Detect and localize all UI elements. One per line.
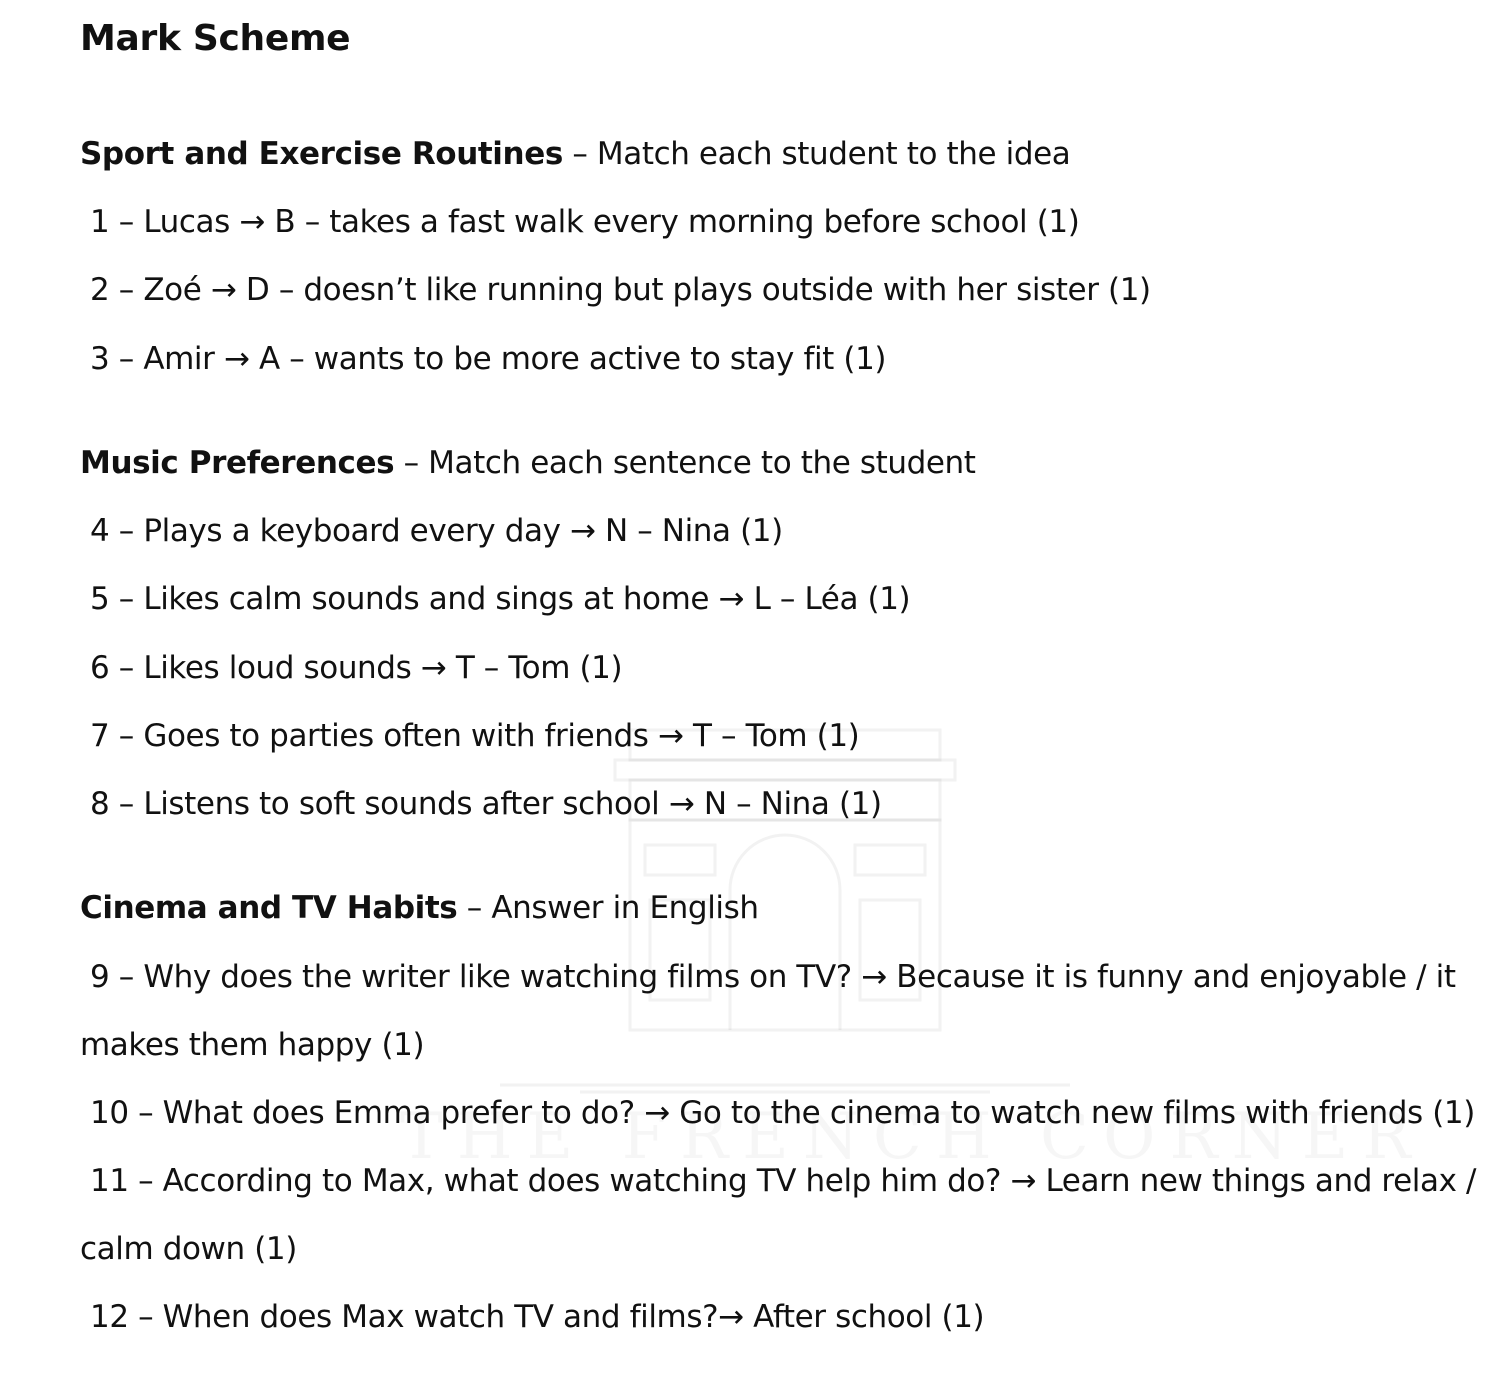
answer-item-3: 3 – Amir → A – wants to be more active to stay fit (1) <box>90 341 887 377</box>
page-title: Mark Scheme <box>80 18 351 59</box>
answer-item-11-continued: calm down (1) <box>80 1231 297 1267</box>
section-heading-sport <box>80 134 1070 174</box>
answer-item-10: 10 – What does Emma prefer to do? → Go to the cinema to watch new films with friends (1) <box>90 1095 1475 1131</box>
answer-item-7: 7 – Goes to parties often with friends → T – Tom (1) <box>90 718 860 754</box>
section-heading-label: Music Preferences <box>80 445 395 481</box>
answer-item-6: 6 – Likes loud sounds → T – Tom (1) <box>90 650 623 686</box>
answer-item-9-continued: makes them happy (1) <box>80 1027 425 1063</box>
answer-item-5: 5 – Likes calm sounds and sings at home → L – Léa (1) <box>90 581 911 617</box>
section-heading-label: Cinema and TV Habits <box>80 890 458 926</box>
answer-item-2: 2 – Zoé → D – doesn’t like running but plays outside with her sister (1) <box>90 272 1151 308</box>
section-instruction: – Match each sentence to the student <box>394 445 976 481</box>
section-heading-music <box>80 443 976 483</box>
answer-item-1: 1 – Lucas → B – takes a fast walk every morning before school (1) <box>90 204 1080 240</box>
section-instruction: – Match each student to the idea <box>562 136 1071 172</box>
answer-item-12: 12 – When does Max watch TV and films?→ After school (1) <box>90 1299 985 1335</box>
answer-item-4: 4 – Plays a keyboard every day → N – Nina (1) <box>90 513 783 549</box>
answer-item-9: 9 – Why does the writer like watching films on TV? → Because it is funny and enjoyable / it <box>90 959 1456 995</box>
section-heading-cinema <box>80 888 759 928</box>
answer-item-11: 11 – According to Max, what does watching TV help him do? → Learn new things and relax / <box>90 1163 1477 1199</box>
answer-item-8: 8 – Listens to soft sounds after school → N – Nina (1) <box>90 786 882 822</box>
section-instruction: – Answer in English <box>457 890 759 926</box>
section-heading-label: Sport and Exercise Routines <box>80 136 563 172</box>
